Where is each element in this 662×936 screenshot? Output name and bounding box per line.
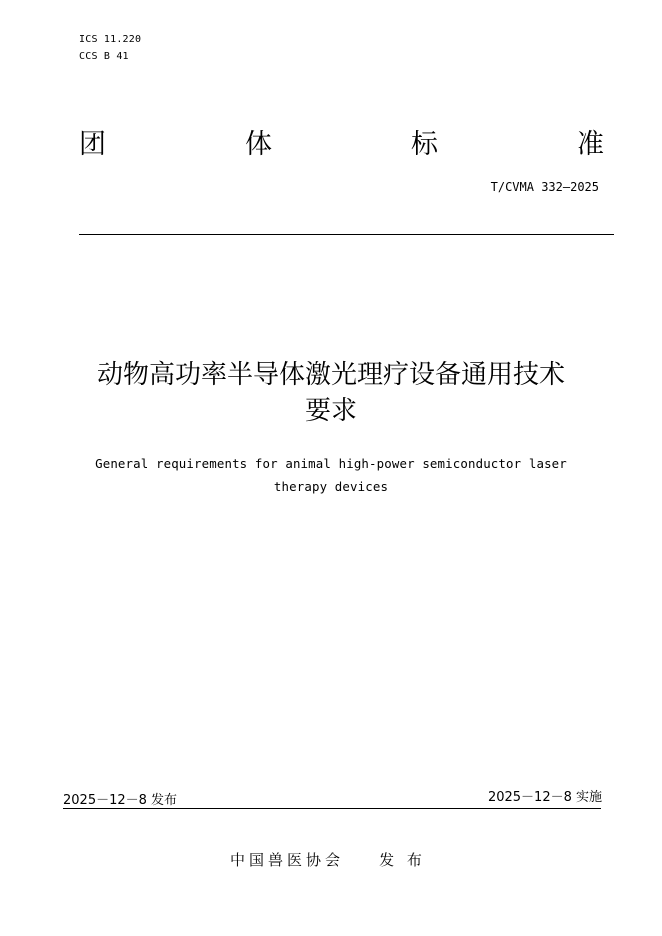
implementation-date: 2025－12－8 实施 bbox=[487, 790, 602, 805]
document-title-en bbox=[60, 452, 602, 498]
title-cn-line-2: 要求 bbox=[304, 396, 357, 426]
publisher-action: 发 布 bbox=[379, 851, 426, 869]
standard-number: T/CVMA 332—2025 bbox=[490, 180, 599, 194]
top-divider bbox=[79, 234, 614, 235]
bottom-divider bbox=[63, 808, 601, 809]
standard-type-char-1: 团 bbox=[79, 129, 106, 160]
standard-type-char-3: 标 bbox=[411, 129, 438, 160]
standard-type-heading bbox=[79, 128, 604, 162]
standard-type-char-2: 体 bbox=[245, 129, 272, 160]
title-en-line-2: therapy devices bbox=[273, 479, 389, 494]
publisher-org: 中国兽医协会 bbox=[230, 851, 345, 869]
title-cn-line-1: 动物高功率半导体激光理疗设备通用技术 bbox=[96, 360, 565, 390]
title-en-line-1: General requirements for animal high-power semiconductor laser bbox=[95, 456, 567, 471]
standard-type-char-4: 准 bbox=[577, 129, 604, 160]
issue-date: 2025－12－8 发布 bbox=[63, 793, 178, 808]
ics-code: ICS 11.220 bbox=[79, 34, 142, 45]
publisher-line bbox=[230, 849, 426, 871]
document-title-cn bbox=[40, 357, 622, 429]
ccs-code: CCS B 41 bbox=[79, 51, 129, 62]
